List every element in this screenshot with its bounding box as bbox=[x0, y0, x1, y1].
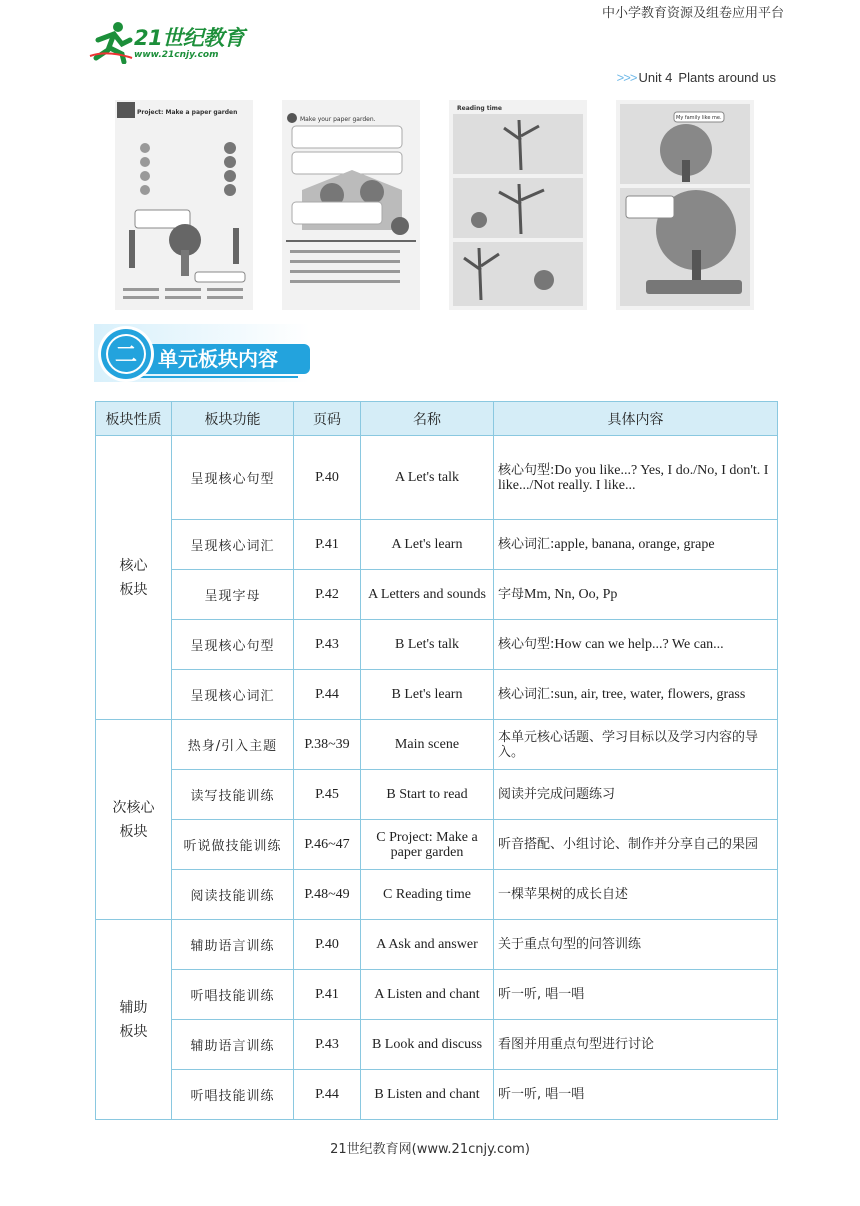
name-cell: B Listen and chant bbox=[361, 1070, 494, 1120]
thumbnail-title: Project: Make a paper garden bbox=[137, 109, 238, 116]
table-row bbox=[96, 1020, 778, 1070]
column-header: 名称 bbox=[361, 402, 494, 436]
page-cell: P.41 bbox=[294, 520, 361, 570]
thumbnail-title: My family like me. bbox=[676, 115, 722, 121]
function-cell: 听唱技能训练 bbox=[172, 1070, 294, 1120]
table-row bbox=[96, 1070, 778, 1120]
platform-name: 中小学教育资源及组卷应用平台 bbox=[601, 6, 784, 21]
table-row bbox=[96, 436, 778, 520]
column-header: 页码 bbox=[294, 402, 361, 436]
table-row bbox=[96, 820, 778, 870]
detail-cell: 看图并用重点句型进行讨论 bbox=[494, 1020, 778, 1070]
unit-header bbox=[617, 70, 776, 85]
table-row bbox=[96, 970, 778, 1020]
function-cell: 热身/引入主题 bbox=[172, 720, 294, 770]
category-cell: 次核心 板块 bbox=[96, 720, 172, 920]
thumbnail-reading-time-page bbox=[449, 100, 587, 310]
detail-cell: 听一听, 唱一唱 bbox=[494, 970, 778, 1020]
detail-cell: 一棵苹果树的成长自述 bbox=[494, 870, 778, 920]
thumbnail-paper-garden-page bbox=[282, 100, 420, 310]
function-cell: 呈现核心句型 bbox=[172, 436, 294, 520]
function-cell: 听说做技能训练 bbox=[172, 820, 294, 870]
page-cell: P.46~47 bbox=[294, 820, 361, 870]
name-cell: A Letters and sounds bbox=[361, 570, 494, 620]
name-cell: B Look and discuss bbox=[361, 1020, 494, 1070]
detail-cell: 字母Mm, Nn, Oo, Pp bbox=[494, 570, 778, 620]
thumbnail-family-page bbox=[616, 100, 754, 310]
table-row bbox=[96, 770, 778, 820]
name-cell: B Let's talk bbox=[361, 620, 494, 670]
section-banner bbox=[94, 320, 310, 386]
function-cell: 听唱技能训练 bbox=[172, 970, 294, 1020]
category-cell: 辅助 板块 bbox=[96, 920, 172, 1120]
detail-cell: 本单元核心话题、学习目标以及学习内容的导入。 bbox=[494, 720, 778, 770]
column-header: 具体内容 bbox=[494, 402, 778, 436]
thumbnail-title: Make your paper garden. bbox=[300, 116, 376, 123]
table-header-row bbox=[96, 402, 778, 436]
column-header: 板块功能 bbox=[172, 402, 294, 436]
table-row bbox=[96, 870, 778, 920]
function-cell: 呈现字母 bbox=[172, 570, 294, 620]
page-cell: P.40 bbox=[294, 436, 361, 520]
page-cell: P.41 bbox=[294, 970, 361, 1020]
name-cell: A Let's talk bbox=[361, 436, 494, 520]
section-title: 单元板块内容 bbox=[158, 347, 278, 371]
page-cell: P.48~49 bbox=[294, 870, 361, 920]
unit-number: Unit 4 bbox=[638, 70, 673, 85]
name-cell: C Project: Make a paper garden bbox=[361, 820, 494, 870]
detail-cell: 核心词汇:sun, air, tree, water, flowers, grass bbox=[494, 670, 778, 720]
function-cell: 呈现核心句型 bbox=[172, 620, 294, 670]
textbook-thumbnails bbox=[115, 100, 755, 310]
function-cell: 呈现核心词汇 bbox=[172, 520, 294, 570]
section-number: 二 bbox=[114, 343, 138, 368]
page-cell: P.42 bbox=[294, 570, 361, 620]
page-cell: P.44 bbox=[294, 670, 361, 720]
table-row bbox=[96, 570, 778, 620]
name-cell: B Start to read bbox=[361, 770, 494, 820]
page-cell: P.40 bbox=[294, 920, 361, 970]
detail-cell: 听一听, 唱一唱 bbox=[494, 1070, 778, 1120]
page-cell: P.44 bbox=[294, 1070, 361, 1120]
unit-arrows: >>> bbox=[616, 70, 637, 85]
detail-cell: 听音搭配、小组讨论、制作并分享自己的果园 bbox=[494, 820, 778, 870]
name-cell: A Listen and chant bbox=[361, 970, 494, 1020]
runner-logo-icon bbox=[88, 20, 134, 64]
function-cell: 辅助语言训练 bbox=[172, 1020, 294, 1070]
logo bbox=[88, 20, 258, 64]
function-cell: 呈现核心词汇 bbox=[172, 670, 294, 720]
detail-cell: 阅读并完成问题练习 bbox=[494, 770, 778, 820]
detail-cell: 核心句型:Do you like...? Yes, I do./No, I don't. I like.../Not really. I like... bbox=[494, 436, 778, 520]
page-cell: P.43 bbox=[294, 1020, 361, 1070]
name-cell: A Ask and answer bbox=[361, 920, 494, 970]
table-row bbox=[96, 620, 778, 670]
table-row bbox=[96, 670, 778, 720]
name-cell: B Let's learn bbox=[361, 670, 494, 720]
category-cell: 核心 板块 bbox=[96, 436, 172, 720]
detail-cell: 核心句型:How can we help...? We can... bbox=[494, 620, 778, 670]
thumbnail-title: Reading time bbox=[457, 105, 502, 112]
function-cell: 阅读技能训练 bbox=[172, 870, 294, 920]
page-cell: P.45 bbox=[294, 770, 361, 820]
detail-cell: 关于重点句型的问答训练 bbox=[494, 920, 778, 970]
function-cell: 辅助语言训练 bbox=[172, 920, 294, 970]
name-cell: C Reading time bbox=[361, 870, 494, 920]
column-header: 板块性质 bbox=[96, 402, 172, 436]
section-banner-shape bbox=[94, 320, 310, 386]
page-cell: P.43 bbox=[294, 620, 361, 670]
function-cell: 读写技能训练 bbox=[172, 770, 294, 820]
name-cell: A Let's learn bbox=[361, 520, 494, 570]
name-cell: Main scene bbox=[361, 720, 494, 770]
detail-cell: 核心词汇:apple, banana, orange, grape bbox=[494, 520, 778, 570]
logo-brand: 21世纪教育 bbox=[134, 26, 245, 50]
table-row bbox=[96, 920, 778, 970]
unit-module-table bbox=[95, 401, 778, 1120]
unit-title: Plants around us bbox=[678, 70, 776, 85]
page-cell: P.38~39 bbox=[294, 720, 361, 770]
logo-url: www.21cnjy.com bbox=[134, 50, 219, 60]
page-footer: 21世纪教育网(www.21cnjy.com) bbox=[330, 1142, 530, 1157]
thumbnail-project-page bbox=[115, 100, 253, 310]
table-row bbox=[96, 520, 778, 570]
table-row bbox=[96, 720, 778, 770]
